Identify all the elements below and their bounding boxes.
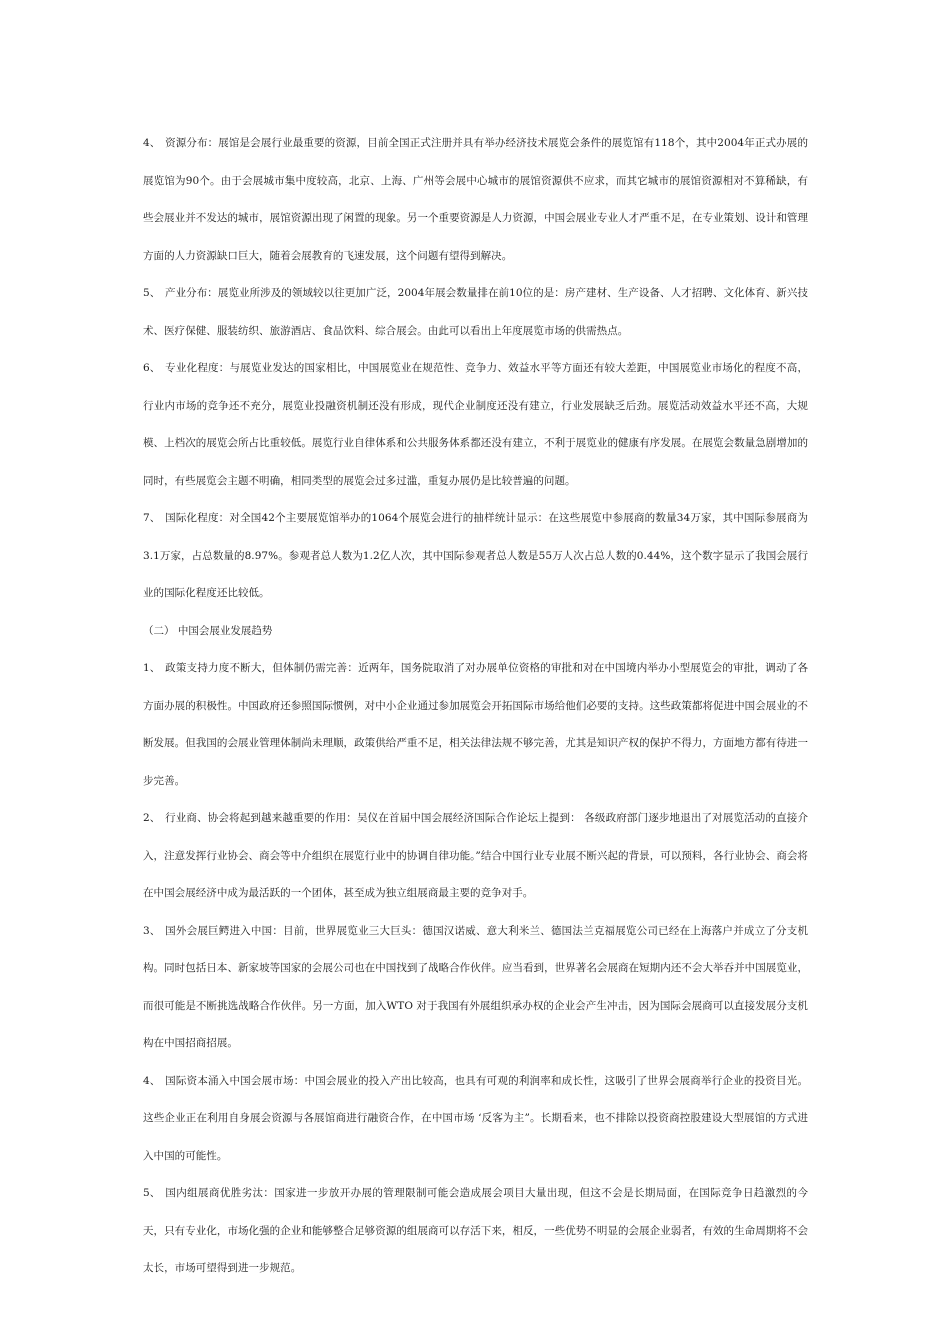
section-heading: （二） 中国会展业发展趋势 — [143, 624, 273, 637]
paragraph-text: 行业商、协会将起到越来越重要的作用：吴仪在首届中国会展经济国际合作论坛上提到： 各级政府部门逐步地退出了对展览活动的直接介入，注意发挥行业协会、商会等中介组织在展览行业中的协调自律功能。”结合中国行业专业展不断兴起的背景，可以预料，各行业协会、商会将在中国会展经济中成为最活跃的一个团体，甚至成为独立组展商最主要的竞争对手。 — [143, 812, 808, 899]
paragraph-number: 7、 — [143, 512, 161, 524]
paragraph-number: 4、 — [143, 1074, 161, 1087]
paragraph-policy-support — [143, 650, 808, 800]
paragraph-number: 4、 — [143, 137, 161, 149]
paragraph-industry-associations — [143, 800, 808, 913]
paragraph-number: 5、 — [143, 1187, 161, 1199]
paragraph-internationalization — [143, 500, 808, 613]
paragraph-number: 1、 — [143, 662, 161, 674]
paragraph-resource-distribution — [143, 125, 808, 275]
paragraph-number: 2、 — [143, 812, 161, 824]
paragraph-text: 国际化程度：对全国42个主要展览馆举办的1064个展览会进行的抽样统计显示：在这些展览中参展商的数量34万家，其中国际参展商为3.1万家，占总数量的8.97%。参观者总人数为1.2亿人次，其中国际参观者总人数是55万人次占总人数的0.44%，这个数字显示了我国会展行业的国际化程度还比较低。 — [143, 512, 808, 599]
paragraph-text: 专业化程度：与展览业发达的国家相比，中国展览业在规范性、竞争力、效益水平等方面还有较大差距，中国展览业市场化的程度不高，行业内市场的竞争还不充分，展览业投融资机制还没有形成，现代企业制度还没有建立，行业发展缺乏后劲。展览活动效益水平还不高，大规模、上档次的展览会所占比重较低。展览行业自律体系和公共服务体系都还没有建立，不利于展览业的健康有序发展。在展览会数量急剧增加的同时，有些展览会主题不明确，相同类型的展览会过多过滥，重复办展仍是比较普遍的问题。 — [143, 362, 808, 487]
paragraph-text: 国外会展巨鳄进入中国：目前，世界展览业三大巨头：德国汉诺威、意大利米兰、德国法兰克福展览公司已经在上海落户并成立了分支机构。同时包括日本、新家坡等国家的会展公司也在中国找到了战略合作伙伴。应当看到，世界著名会展商在短期内还不会大举吞并中国展览业，而很可能是不断挑选战略合作伙伴。另一方面，加入WTO 对于我国有外展组织承办权的企业会产生冲击，因为国际会展商可以直接发展分支机构在中国招商招展。 — [143, 924, 808, 1049]
paragraph-specialization — [143, 350, 808, 500]
paragraph-domestic-organizers — [143, 1175, 808, 1288]
paragraph-industry-distribution — [143, 275, 808, 350]
paragraph-international-capital — [143, 1063, 808, 1176]
paragraph-number: 6、 — [143, 362, 161, 374]
paragraph-foreign-giants — [143, 913, 808, 1063]
paragraph-text: 国内组展商优胜劣汰：国家进一步放开办展的管理限制可能会造成展会项目大量出现，但这不会是长期局面，在国际竞争日趋激烈的今天，只有专业化，市场化强的企业和能够整合足够资源的组展商可以存活下来，相反，一些优势不明显的会展企业弱者，有效的生命周期将不会太长，市场可望得到进一步规范。 — [143, 1187, 808, 1274]
paragraph-text: 政策支持力度不断大，但体制仍需完善：近两年，国务院取消了对办展单位资格的审批和对在中国境内举办小型展览会的审批，调动了各方面办展的积极性。中国政府还参照国际惯例，对中小企业通过参加展览会开拓国际市场给他们必要的支持。这些政策都将促进中国会展业的不断发展。但我国的会展业管理体制尚未理顺，政策供给严重不足，相关法律法规不够完善，尤其是知识产权的保护不得力，方面地方都有待进一步完善。 — [143, 662, 808, 787]
document-body — [143, 125, 808, 1288]
paragraph-text: 国际资本涌入中国会展市场：中国会展业的投入产出比较高，也具有可观的利润率和成长性，这吸引了世界会展商举行企业的投资目光。这些企业正在利用自身展会资源与各展馆商进行融资合作，在中国市场 ‘反客为主”。长期看来，也不排除以投资商控股建设大型展馆的方式进入中国的可能性。 — [143, 1074, 808, 1162]
paragraph-text: 资源分布：展馆是会展行业最重要的资源，目前全国正式注册并具有举办经济技术展览会条件的展览馆有118个，其中2004年正式办展的展览馆为90个。由于会展城市集中度较高，北京、上海、广州等会展中心城市的展馆资源供不应求，而其它城市的展馆资源相对不算稀缺，有些会展业并不发达的城市，展馆资源出现了闲置的现象。另一个重要资源是人力资源，中国会展业专业人才严重不足，在专业策划、设计和管理方面的人力资源缺口巨大，随着会展教育的飞速发展，这个问题有望得到解决。 — [143, 137, 808, 262]
paragraph-text: 产业分布：展览业所涉及的领域较以往更加广泛，2004年展会数量排在前10位的是：房产建材、生产设备、人才招聘、文化体育、新兴技术、医疗保健、服装纺织、旅游酒店、食品饮料、综合展会。由此可以看出上年度展览市场的供需热点。 — [143, 287, 808, 337]
paragraph-number: 5、 — [143, 287, 161, 299]
paragraph-number: 3、 — [143, 924, 161, 937]
